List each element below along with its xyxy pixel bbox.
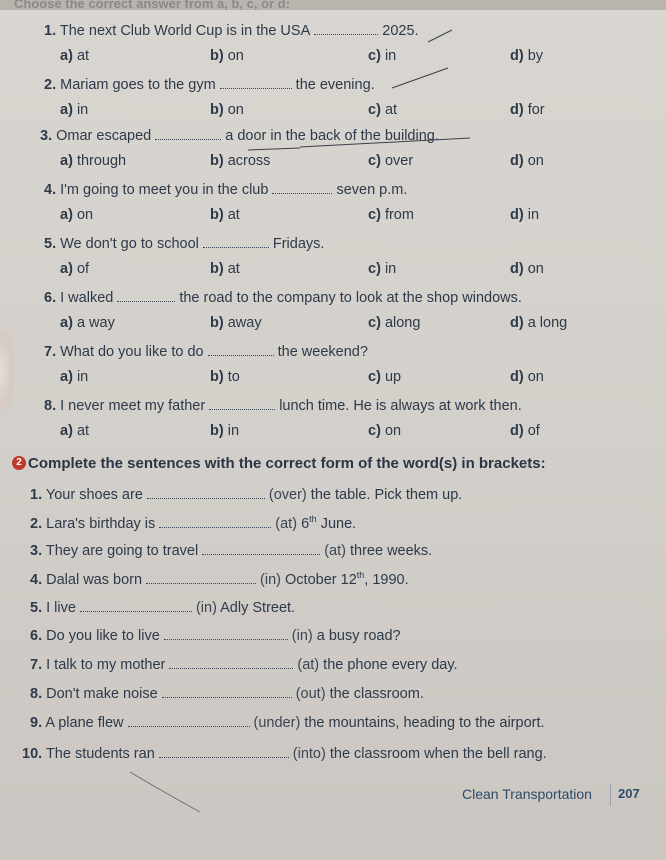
question-text-before: What do you like to do xyxy=(60,344,204,360)
sentence-line xyxy=(30,542,432,559)
sentence-line xyxy=(30,714,545,731)
bracket-hint: (in) xyxy=(291,628,313,644)
sentence-text-after: the phone every day. xyxy=(323,657,458,673)
option-text: on xyxy=(527,153,544,169)
sentence-text-before: Do you like to live xyxy=(46,628,160,644)
answer-option[interactable] xyxy=(60,48,89,64)
option-text: at xyxy=(227,207,240,223)
option-text: in xyxy=(384,261,397,277)
option-letter: d) xyxy=(510,102,524,118)
bracket-hint: (at) xyxy=(297,657,320,673)
answer-option[interactable] xyxy=(368,423,401,439)
answer-blank[interactable] xyxy=(169,656,293,669)
answer-option[interactable] xyxy=(368,207,414,223)
answer-blank[interactable] xyxy=(147,486,265,499)
answer-blank[interactable] xyxy=(209,397,275,410)
answer-option[interactable] xyxy=(368,48,396,64)
sentence-number: 2. xyxy=(30,515,43,532)
answer-blank[interactable] xyxy=(117,289,175,302)
answer-blank[interactable] xyxy=(202,542,320,555)
answer-option[interactable] xyxy=(210,423,239,439)
answer-option[interactable] xyxy=(210,102,244,118)
answer-blank[interactable] xyxy=(203,235,269,248)
answer-blank[interactable] xyxy=(272,181,332,194)
option-letter: a) xyxy=(60,369,73,385)
option-text: by xyxy=(527,48,544,64)
option-text: on xyxy=(227,102,244,118)
sentence-line xyxy=(30,570,409,588)
option-text: in xyxy=(76,369,89,385)
answer-option[interactable] xyxy=(210,315,262,331)
option-letter: d) xyxy=(510,369,524,385)
ordinal-suffix: th xyxy=(309,514,317,524)
answer-option[interactable] xyxy=(510,315,567,331)
option-letter: c) xyxy=(368,102,381,118)
option-text: from xyxy=(384,207,414,223)
question-text-after: lunch time. He is always at work then. xyxy=(279,398,522,414)
sentence-line xyxy=(30,685,424,702)
footer-unit-label: Clean Transportation xyxy=(462,786,592,802)
sentence-line xyxy=(30,627,401,644)
thumb-shadow xyxy=(0,330,14,410)
sentence-text-after: the classroom. xyxy=(329,686,424,702)
sentence-text-before: I talk to my mother xyxy=(46,657,166,673)
sentence-number: 1. xyxy=(30,487,43,503)
option-letter: d) xyxy=(510,207,524,223)
option-text: through xyxy=(76,153,127,169)
answer-option[interactable] xyxy=(210,207,240,223)
question-number: 3. xyxy=(40,128,53,144)
question-number: 2. xyxy=(44,77,57,93)
answer-option[interactable] xyxy=(368,153,413,169)
option-text: on xyxy=(76,207,94,223)
option-letter: b) xyxy=(210,315,224,331)
sentence-text-before: Don't make noise xyxy=(46,686,158,702)
question-line xyxy=(44,289,522,306)
answer-blank[interactable] xyxy=(146,571,256,584)
option-text: to xyxy=(227,369,240,385)
option-letter: c) xyxy=(368,48,381,64)
option-text: at xyxy=(227,261,240,277)
answer-option[interactable] xyxy=(60,207,93,223)
question-text-before: I never meet my father xyxy=(60,398,206,414)
answer-blank[interactable] xyxy=(164,627,288,640)
question-number: 7. xyxy=(44,344,57,360)
option-text: in xyxy=(384,48,397,64)
question-text-after: the weekend? xyxy=(277,344,368,360)
question-line xyxy=(40,127,439,144)
answer-option[interactable] xyxy=(510,207,539,223)
sentence-text-before: Lara's birthday is xyxy=(46,515,156,532)
option-text: in xyxy=(76,102,89,118)
answer-option[interactable] xyxy=(60,102,88,118)
sentence-line xyxy=(22,745,547,762)
answer-option[interactable] xyxy=(510,261,544,277)
option-letter: a) xyxy=(60,48,73,64)
answer-option[interactable] xyxy=(210,369,240,385)
answer-option[interactable] xyxy=(368,261,396,277)
footer-divider xyxy=(610,784,611,806)
sentence-text-after: the table. Pick them up. xyxy=(310,487,463,503)
option-letter: a) xyxy=(60,153,73,169)
sentence-text-before: A plane flew xyxy=(45,715,124,731)
option-text: along xyxy=(384,315,421,331)
option-letter: b) xyxy=(210,261,224,277)
sentence-number: 9. xyxy=(30,715,43,731)
sentence-text-after: June. xyxy=(320,515,357,532)
sentence-date-text: 6 xyxy=(301,515,310,532)
option-text: on xyxy=(384,423,402,439)
sentence-line xyxy=(30,514,356,532)
question-line xyxy=(44,235,324,252)
bracket-hint: (out) xyxy=(295,686,326,702)
option-text: of xyxy=(527,423,540,439)
option-text: a way xyxy=(76,315,115,331)
sentence-text-after: , 1990. xyxy=(364,571,409,588)
sentence-number: 7. xyxy=(30,657,43,673)
question-text-after: Fridays. xyxy=(272,236,325,252)
option-text: a long xyxy=(527,315,568,331)
question-line xyxy=(44,181,407,198)
question-text-before: Omar escaped xyxy=(56,128,152,144)
bracket-hint: (at) xyxy=(275,515,298,532)
option-text: in xyxy=(227,423,240,439)
option-text: over xyxy=(384,153,414,169)
question-text-before: The next Club World Cup is in the USA xyxy=(59,23,311,39)
option-text: for xyxy=(527,102,545,118)
option-letter: c) xyxy=(368,315,381,331)
option-letter: a) xyxy=(60,207,73,223)
bracket-hint: (into) xyxy=(292,746,326,762)
option-letter: c) xyxy=(368,153,381,169)
bracket-hint: (in) xyxy=(195,600,217,616)
instructions-header: Choose the correct answer from a, b, c, or d: xyxy=(14,0,290,11)
sentence-line xyxy=(30,599,295,616)
option-letter: c) xyxy=(368,369,381,385)
sentence-number: 6. xyxy=(30,628,43,644)
option-letter: b) xyxy=(210,423,224,439)
sentence-number: 3. xyxy=(30,543,43,559)
answer-option[interactable] xyxy=(60,261,89,277)
answer-option[interactable] xyxy=(210,48,244,64)
answer-option[interactable] xyxy=(210,153,270,169)
option-text: away xyxy=(227,315,262,331)
option-letter: d) xyxy=(510,153,524,169)
sentence-text-before: Your shoes are xyxy=(45,487,143,503)
answer-option[interactable] xyxy=(368,102,397,118)
answer-option[interactable] xyxy=(210,261,240,277)
answer-option[interactable] xyxy=(60,369,88,385)
answer-blank[interactable] xyxy=(155,127,221,140)
question-number: 1. xyxy=(44,23,57,39)
question-text-before: I'm going to meet you in the club xyxy=(60,182,269,198)
sentence-number: 10. xyxy=(22,746,43,762)
answer-option[interactable] xyxy=(60,153,126,169)
answer-blank[interactable] xyxy=(159,515,271,528)
answer-option[interactable] xyxy=(368,369,401,385)
option-text: at xyxy=(76,48,90,64)
question-text-before: Mariam goes to the gym xyxy=(60,77,216,93)
question-number: 5. xyxy=(44,236,57,252)
sentence-text-before: Dalal was born xyxy=(46,571,143,588)
option-letter: a) xyxy=(60,423,73,439)
question-number: 4. xyxy=(44,182,57,198)
option-letter: a) xyxy=(60,315,73,331)
answer-blank[interactable] xyxy=(159,745,289,758)
section-number-badge: 2 xyxy=(12,456,26,470)
option-letter: b) xyxy=(210,102,224,118)
option-letter: d) xyxy=(510,315,524,331)
bracket-hint: (over) xyxy=(268,487,307,503)
option-letter: c) xyxy=(368,261,381,277)
answer-blank[interactable] xyxy=(208,343,274,356)
option-letter: d) xyxy=(510,48,524,64)
question-text-before: We don't go to school xyxy=(60,236,199,252)
sentence-number: 5. xyxy=(30,600,43,616)
question-text-after: the road to the company to look at the shop windows. xyxy=(179,290,522,306)
question-text-after: the evening. xyxy=(295,77,375,93)
sentence-text-after: a busy road? xyxy=(316,628,401,644)
sentence-number: 4. xyxy=(30,571,43,588)
question-text-after: seven p.m. xyxy=(336,182,408,198)
answer-option[interactable] xyxy=(510,102,545,118)
section-title: Complete the sentences with the correct form of the word(s) in brackets: xyxy=(28,455,546,472)
bracket-hint: (under) xyxy=(253,715,301,731)
option-letter: d) xyxy=(510,423,524,439)
answer-option[interactable] xyxy=(368,315,420,331)
option-letter: b) xyxy=(210,207,224,223)
sentence-number: 8. xyxy=(30,686,43,702)
option-text: on xyxy=(227,48,244,64)
sentence-text-after: three weeks. xyxy=(350,543,433,559)
answer-blank[interactable] xyxy=(162,685,292,698)
option-text: on xyxy=(527,369,544,385)
option-letter: b) xyxy=(210,153,224,169)
option-letter: b) xyxy=(210,48,224,64)
sentence-text-before: The students ran xyxy=(45,746,155,762)
sentence-date-text: October 12 xyxy=(285,571,357,588)
option-text: on xyxy=(527,261,544,277)
sentence-text-after: the classroom when the bell rang. xyxy=(329,746,547,762)
answer-blank[interactable] xyxy=(80,599,192,612)
option-letter: b) xyxy=(210,369,224,385)
bracket-hint: (in) xyxy=(260,571,281,588)
option-letter: c) xyxy=(368,207,381,223)
option-letter: d) xyxy=(510,261,524,277)
answer-option[interactable] xyxy=(510,369,544,385)
question-line xyxy=(44,22,419,39)
option-text: at xyxy=(76,423,90,439)
ordinal-suffix: th xyxy=(356,570,365,580)
option-text: at xyxy=(384,102,398,118)
question-line xyxy=(44,397,522,414)
option-text: of xyxy=(76,261,90,277)
answer-option[interactable] xyxy=(510,423,540,439)
question-text-before: I walked xyxy=(60,290,114,306)
question-number: 8. xyxy=(44,398,57,414)
answer-option[interactable] xyxy=(510,153,544,169)
option-letter: a) xyxy=(60,102,73,118)
answer-blank[interactable] xyxy=(220,76,292,89)
answer-option[interactable] xyxy=(60,315,115,331)
answer-blank[interactable] xyxy=(128,714,250,727)
sentence-line xyxy=(30,486,462,503)
question-line xyxy=(44,76,375,93)
sentence-text-before: They are going to travel xyxy=(45,543,199,559)
sentence-text-after: the mountains, heading to the airport. xyxy=(304,715,545,731)
option-text: across xyxy=(227,153,271,169)
bracket-hint: (at) xyxy=(324,543,346,559)
answer-option[interactable] xyxy=(60,423,89,439)
sentence-text-after: Adly Street. xyxy=(220,600,296,616)
question-text-after: 2025. xyxy=(382,23,419,39)
page-number: 207 xyxy=(618,786,640,801)
question-text-after: a door in the back of the building. xyxy=(225,128,439,144)
answer-blank[interactable] xyxy=(314,22,378,35)
sentence-text-before: I live xyxy=(46,600,76,616)
option-text: up xyxy=(384,369,402,385)
option-text: in xyxy=(527,207,540,223)
option-letter: c) xyxy=(368,423,381,439)
answer-option[interactable] xyxy=(510,48,543,64)
option-letter: a) xyxy=(60,261,73,277)
question-number: 6. xyxy=(44,290,57,306)
question-line xyxy=(44,343,368,360)
sentence-line xyxy=(30,656,458,673)
